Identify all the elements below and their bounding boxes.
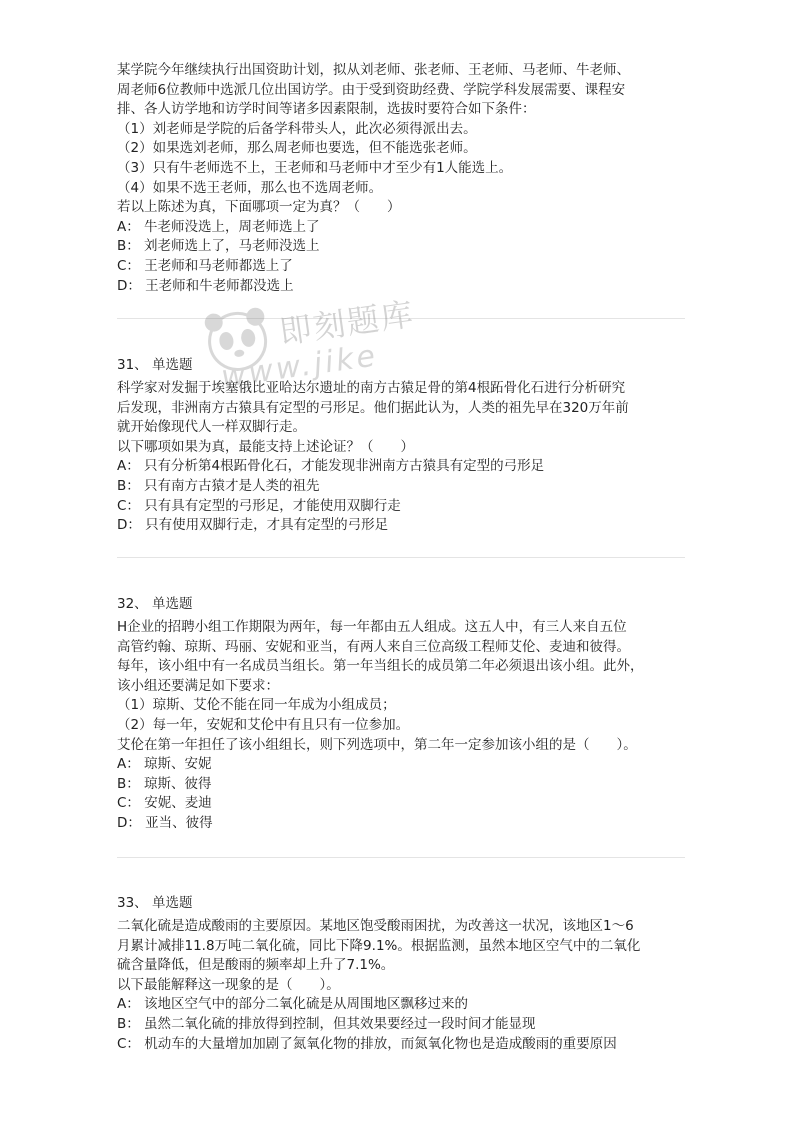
question-stem-line: 周老师6位教师中选派几位出国访学。由于受到资助经费、学院学科发展需要、课程安 <box>117 81 626 98</box>
option-d[interactable]: D： 亚当、彼得 <box>117 814 213 831</box>
question-stem-line: 排、各人访学地和访学时间等诸多因素限制，选拔时要符合如下条件： <box>117 101 536 118</box>
question-stem-line: 就开始像现代人一样双脚行走。 <box>117 419 306 436</box>
question-stem-line: （1）琼斯、艾伦不能在同一年成为小组成员； <box>117 697 396 714</box>
question-stem-line: 以下哪项如果为真，最能支持上述论证？（ ） <box>117 438 414 455</box>
question-stem-line: （2）每一年，安妮和艾伦中有且只有一位参加。 <box>117 716 410 733</box>
option-c[interactable]: C： 只有具有定型的弓形足，才能使用双脚行走 <box>117 497 401 514</box>
option-c[interactable]: C： 安妮、麦迪 <box>117 795 212 812</box>
question-stem-line: （4）如果不选王老师，那么也不选周老师。 <box>117 179 383 196</box>
question-stem-line: 二氧化硫是造成酸雨的主要原因。某地区饱受酸雨困扰，为改善这一状况，该地区1～6 <box>117 918 634 934</box>
question-header: 32、 单选题 <box>117 596 193 612</box>
question-header: 31、 单选题 <box>117 357 193 373</box>
question-stem-line: 艾伦在第一年担任了该小组组长，则下列选项中，第二年一定参加该小组的是（ ）。 <box>117 736 637 753</box>
question-30 <box>117 61 687 296</box>
option-b[interactable]: B： 只有南方古猿才是人类的祖先 <box>117 477 320 494</box>
option-a[interactable]: A： 该地区空气中的部分二氧化硫是从周围地区飘移过来的 <box>117 996 469 1013</box>
question-stem-line: 高管约翰、琼斯、玛丽、安妮和亚当，有两人来自三位高级工程师艾伦、麦迪和彼得。 <box>117 638 630 655</box>
question-31 <box>117 355 687 536</box>
question-divider <box>117 318 685 319</box>
option-a[interactable]: A： 牛老师没选上，周老师选上了 <box>117 218 320 235</box>
question-stem-line: 若以上陈述为真，下面哪项一定为真？（ ） <box>117 199 401 216</box>
question-stem-line: 月累计减排11.8万吨二氧化硫，同比下降9.1%。根据监测，虽然本地区空气中的二氧化 <box>117 937 641 954</box>
question-divider <box>117 857 685 858</box>
watermark-url: www.jike <box>219 338 381 395</box>
option-b[interactable]: B： 刘老师选上了，马老师没选上 <box>117 238 320 255</box>
option-b[interactable]: B： 虽然二氧化硫的排放得到控制，但其效果要经过一段时间才能显现 <box>117 1015 536 1032</box>
question-stem-line: 以下最能解释这一现象的是（ ）。 <box>117 976 340 993</box>
question-stem-line: 科学家对发掘于埃塞俄比亚哈达尔遗址的南方古猿足骨的第4根跖骨化石进行分析研究 <box>117 380 626 396</box>
question-33 <box>117 893 687 1054</box>
question-stem-line: （2）如果选刘老师，那么周老师也要选，但不能选张老师。 <box>117 140 477 157</box>
question-stem-line: 该小组还要满足如下要求： <box>117 677 279 694</box>
watermark-brand: 即刻题库 <box>277 294 418 352</box>
question-32 <box>117 594 687 834</box>
option-b[interactable]: B： 琼斯、彼得 <box>117 775 212 792</box>
option-c[interactable]: C： 王老师和马老师都选上了 <box>117 257 293 274</box>
question-stem-line: 硫含量降低，但是酸雨的频率却上升了7.1%。 <box>117 957 395 974</box>
question-stem-line: 每年，该小组中有一名成员当组长。第一年当组长的成员第二年必须退出该小组。此外， <box>117 658 644 675</box>
question-stem-line: H企业的招聘小组工作期限为两年，每一年都由五人组成。这五人中，有三人来自五位 <box>117 619 627 635</box>
option-a[interactable]: A： 琼斯、安妮 <box>117 756 212 773</box>
question-stem-line: 后发现，非洲南方古猿具有定型的弓形足。他们据此认为，人类的祖先早在320万年前 <box>117 399 629 416</box>
option-d[interactable]: D： 王老师和牛老师都没选上 <box>117 277 294 294</box>
question-stem-line: 某学院今年继续执行出国资助计划，拟从刘老师、张老师、王老师、马老师、牛老师、 <box>117 62 630 78</box>
question-stem-line: （1）刘老师是学院的后备学科带头人，此次必须得派出去。 <box>117 120 477 137</box>
option-a[interactable]: A： 只有分析第4根跖骨化石，才能发现非洲南方古猿具有定型的弓形足 <box>117 458 545 475</box>
question-divider <box>117 557 685 558</box>
question-stem-line: （3）只有牛老师选不上，王老师和马老师中才至少有1人能选上。 <box>117 159 513 176</box>
option-c[interactable]: C： 机动车的大量增加加剧了氮氧化物的排放，而氮氧化物也是造成酸雨的重要原因 <box>117 1035 617 1052</box>
option-d[interactable]: D： 只有使用双脚行走，才具有定型的弓形足 <box>117 517 389 534</box>
question-header: 33、 单选题 <box>117 895 193 911</box>
